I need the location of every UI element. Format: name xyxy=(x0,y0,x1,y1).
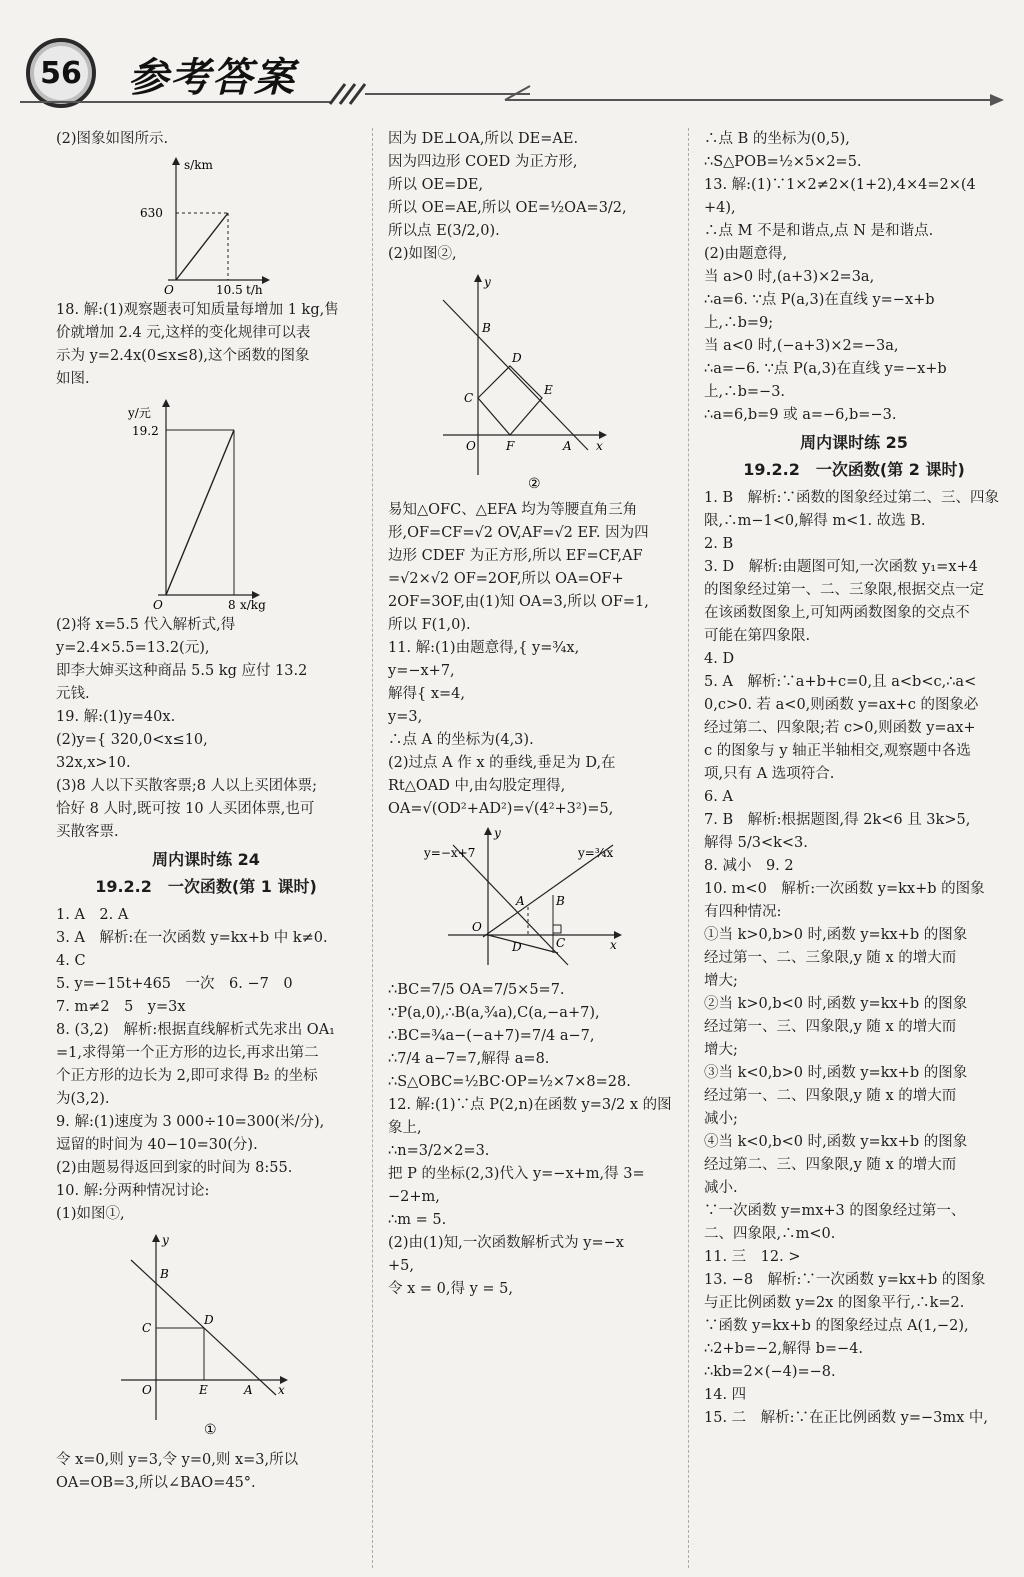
fig2-label-o: O xyxy=(466,439,476,453)
fig1-label-e: E xyxy=(199,1383,208,1397)
col2-block-c xyxy=(388,979,688,1301)
figure-1 xyxy=(56,1230,296,1445)
text-line: 边形 CDEF 为正方形,所以 EF=CF,AF xyxy=(388,548,643,564)
text-line: −2+m, xyxy=(388,1189,440,1205)
text-line: 因为四边形 COED 为正方形, xyxy=(388,154,578,170)
column-1 xyxy=(56,128,356,1495)
text-line: y=3, xyxy=(388,709,423,725)
text-line: 所以 OE=AE,所以 OE=½OA=3/2, xyxy=(388,200,627,216)
text-line: 7. B 解析:根据题图,得 2k<6 且 3k>5, xyxy=(704,812,971,828)
col1-block-e xyxy=(56,1449,356,1495)
text-line: 9. 解:(1)速度为 3 000÷10=300(米/分), xyxy=(56,1114,325,1130)
text-line: 7. m≠2 5 y=3x xyxy=(56,999,186,1015)
text-line: (2)将 x=5.5 代入解析式,得 xyxy=(56,617,236,633)
text-line: 2. B xyxy=(704,536,734,552)
graph1-xlabel: t/h xyxy=(246,283,263,297)
text-line: 买散客票. xyxy=(56,824,119,840)
fig2-label-f: F xyxy=(506,439,515,453)
fig2-label-x: x xyxy=(596,439,603,453)
page-header xyxy=(0,0,1024,120)
text-line: y=−x+7, xyxy=(388,663,455,679)
text-line: 令 x=0,则 y=3,令 y=0,则 x=3,所以 xyxy=(56,1452,299,1468)
text-line: 的图象经过第一、二、三象限,根据交点一定 xyxy=(704,582,985,598)
graph-s-t xyxy=(56,155,263,297)
text-line: 32x,x>10. xyxy=(56,755,131,771)
fig1-label-b: B xyxy=(160,1267,169,1281)
fig3-label-a: A xyxy=(516,894,525,908)
text-line: 2OF=3OF,由(1)知 OA=3,所以 OF=1, xyxy=(388,594,649,610)
text-line: 价就增加 2.4 元,这样的变化规律可以表 xyxy=(56,325,311,341)
text-line: 4. C xyxy=(56,953,86,969)
text-line: 经过第一、三、四象限,y 随 x 的增大而 xyxy=(704,1019,957,1035)
fig3-label-b: B xyxy=(556,894,565,908)
text-line: ∴S△OBC=½BC·OP=½×7×8=28. xyxy=(388,1074,631,1090)
fig3-label-d: D xyxy=(512,940,522,954)
text-line: 所以点 E(3/2,0). xyxy=(388,223,500,239)
text-line: 元钱. xyxy=(56,686,90,702)
text-line: 当 a>0 时,(a+3)×2=3a, xyxy=(704,269,875,285)
fig1-label-o: O xyxy=(142,1383,152,1397)
text-line: (2)由(1)知,一次函数解析式为 y=−x xyxy=(388,1235,624,1251)
text-line: (3)8 人以下买散客票;8 人以上买团体票; xyxy=(56,778,317,794)
graph2-ytick: 19.2 xyxy=(132,424,159,438)
text-line: ②当 k>0,b<0 时,函数 y=kx+b 的图象 xyxy=(704,996,968,1012)
text-line: ∴S△POB=½×5×2=5. xyxy=(704,154,862,170)
col1-block-b xyxy=(56,299,356,391)
text-line: 8. 减小 9. 2 xyxy=(704,858,794,874)
header-title: 参考答案 xyxy=(128,55,296,101)
text-line: 3. D 解析:由题图可知,一次函数 y₁=x+4 xyxy=(704,559,978,575)
text-line: ∴点 M 不是和谐点,点 N 是和谐点. xyxy=(704,223,934,239)
text-line: 所以 F(1,0). xyxy=(388,617,471,633)
text-line: 个正方形的边长为 2,即可求得 B₂ 的坐标 xyxy=(56,1068,318,1084)
col2-block-b xyxy=(388,499,688,821)
subsection-title-2: 19.2.2 一次函数(第 2 课时) xyxy=(743,460,965,479)
fig2-label-d: D xyxy=(512,351,522,365)
fig1-label-x: x xyxy=(278,1383,285,1397)
col1-block-c xyxy=(56,614,356,844)
text-line: 逗留的时间为 40−10=30(分). xyxy=(56,1137,258,1153)
fig2-label-y: y xyxy=(484,275,491,289)
text-line: 11. 解:(1)由题意得,{ y=¾x, xyxy=(388,640,580,656)
text-line: 1. B 解析:∵函数的图象经过第二、三、四象 xyxy=(704,490,999,506)
text-line: 10. 解:分两种情况讨论: xyxy=(56,1183,210,1199)
text-line: 5. y=−15t+465 一次 6. −7 0 xyxy=(56,976,293,992)
text-line: (2)由题意得, xyxy=(704,246,788,262)
text-line: 上,∴b=−3. xyxy=(704,384,786,400)
text-line: c 的图象与 y 轴正半轴相交,观察题中各选 xyxy=(704,743,971,759)
figure-3 xyxy=(388,825,638,975)
text-line: =1,求得第一个正方形的边长,再求出第二 xyxy=(56,1045,319,1061)
text-line: ∴a=6,b=9 或 a=−6,b=−3. xyxy=(704,407,897,423)
text-line: +5, xyxy=(388,1258,414,1274)
text-line: ③当 k<0,b>0 时,函数 y=kx+b 的图象 xyxy=(704,1065,968,1081)
graph2-xtick: 8 xyxy=(228,598,236,612)
text-line: 13. −8 解析:∵一次函数 y=kx+b 的图象 xyxy=(704,1272,986,1288)
text-line: 11. 三 12. > xyxy=(704,1249,801,1265)
text-line: 解得{ x=4, xyxy=(388,686,465,702)
text-line: 形,OF=CF=√2 OV,AF=√2 EF. 因为四 xyxy=(388,525,649,541)
col2-block-a xyxy=(388,128,688,266)
fig1-label-c: C xyxy=(142,1321,152,1335)
text-line: 有四种情况: xyxy=(704,904,782,920)
text-line: 上,∴b=9; xyxy=(704,315,774,331)
text-line: 增大; xyxy=(704,1042,738,1058)
text-line: ∵函数 y=kx+b 的图象经过点 A(1,−2), xyxy=(704,1318,969,1334)
text-line: ∴a=−6. ∵点 P(a,3)在直线 y=−x+b xyxy=(704,361,947,377)
column-divider xyxy=(372,128,373,1568)
fig1-label-y: y xyxy=(162,1233,169,1247)
text-line: 10. m<0 解析:一次函数 y=kx+b 的图象 xyxy=(704,881,985,897)
text-line: 因为 DE⊥OA,所以 DE=AE. xyxy=(388,131,579,147)
text-line: ∴BC=¾a−(−a+7)=7/4 a−7, xyxy=(388,1028,595,1044)
fig3-label-c: C xyxy=(556,936,566,950)
graph2-ylabel: y/元 xyxy=(128,406,151,420)
fig1-caption: ① xyxy=(204,1422,217,1438)
fig2-label-b: B xyxy=(482,321,491,335)
text-line: 1. A 2. A xyxy=(56,907,129,923)
text-line: 6. A xyxy=(704,789,733,805)
col3-block-a xyxy=(704,128,1004,427)
text-line: 与正比例函数 y=2x 的图象平行,∴k=2. xyxy=(704,1295,965,1311)
text-line: OA=√(OD²+AD²)=√(4²+3²)=5, xyxy=(388,801,614,817)
page-number-badge: 56 xyxy=(26,38,96,108)
column-divider xyxy=(688,128,689,1568)
text-line: ∴7/4 a−7=7,解得 a=8. xyxy=(388,1051,550,1067)
graph1-ylabel: s/km xyxy=(184,158,213,172)
text-line: 8. (3,2) 解析:根据直线解析式先求出 OA₁ xyxy=(56,1022,335,1038)
text-line: (2)由题易得返回到家的时间为 8:55. xyxy=(56,1160,293,1176)
text-line: ∴a=6. ∵点 P(a,3)在直线 y=−x+b xyxy=(704,292,935,308)
text-line: 在该函数图象上,可知两函数图象的交点不 xyxy=(704,605,970,621)
text-line: 减小; xyxy=(704,1111,738,1127)
text-line: 经过第一、二、三象限,y 随 x 的增大而 xyxy=(704,950,957,966)
fig3-label-line1: y=−x+7 xyxy=(424,846,476,860)
graph2-xlabel: x/kg xyxy=(240,598,266,612)
text-line: ∴kb=2×(−4)=−8. xyxy=(704,1364,836,1380)
text-line: 14. 四 xyxy=(704,1387,747,1403)
graph1-ytick: 630 xyxy=(140,206,163,220)
text-line: 5. A 解析:∵a+b+c=0,且 a<b<c,∴a< xyxy=(704,674,977,690)
text-line: Rt△OAD 中,由勾股定理得, xyxy=(388,778,566,794)
text-line: 解得 5/3<k<3. xyxy=(704,835,808,851)
fig2-label-a: A xyxy=(563,439,572,453)
fig1-label-d: D xyxy=(204,1313,214,1327)
text-line: 二、四象限,∴m<0. xyxy=(704,1226,836,1242)
col1-block-d xyxy=(56,904,356,1226)
text-line: ∴点 B 的坐标为(0,5), xyxy=(704,131,850,147)
text-line: 减小. xyxy=(704,1180,738,1196)
text-line: ①当 k>0,b>0 时,函数 y=kx+b 的图象 xyxy=(704,927,968,943)
figure-2 xyxy=(388,270,628,495)
fig2-caption: ② xyxy=(528,476,541,492)
col3-block-b xyxy=(704,487,1004,1430)
graph1-xtick: 10.5 xyxy=(216,283,243,297)
text-line: ∴n=3/2×2=3. xyxy=(388,1143,490,1159)
fig3-label-line2: y=¾x xyxy=(578,846,614,860)
fig3-label-o: O xyxy=(472,920,482,934)
text-line: ∴2+b=−2,解得 b=−4. xyxy=(704,1341,864,1357)
fig3-label-x: x xyxy=(610,938,617,952)
text-line: 18. 解:(1)观察题表可知质量每增加 1 kg,售 xyxy=(56,302,339,318)
text-line: OA=OB=3,所以∠BAO=45°. xyxy=(56,1475,256,1491)
text-line: 13. 解:(1)∵1×2≠2×(1+2),4×4=2×(4 xyxy=(704,177,976,193)
text-line: 当 a<0 时,(−a+3)×2=−3a, xyxy=(704,338,899,354)
text-line: (2)图象如图所示. xyxy=(56,131,169,147)
text-line: 4. D xyxy=(704,651,735,667)
fig1-label-a: A xyxy=(244,1383,253,1397)
text-line: (2)y={ 320,0<x≤10, xyxy=(56,732,208,748)
text-line: +4), xyxy=(704,200,736,216)
text-line: 15. 二 解析:∵在正比例函数 y=−3mx 中, xyxy=(704,1410,989,1426)
text-line: 即李大婶买这种商品 5.5 kg 应付 13.2 xyxy=(56,663,308,679)
text-line: 恰好 8 人时,既可按 10 人买团体票,也可 xyxy=(56,801,315,817)
text-line: 可能在第四象限. xyxy=(704,628,811,644)
text-line: 令 x = 0,得 y = 5, xyxy=(388,1281,513,1297)
text-line: 经过第一、二、四象限,y 随 x 的增大而 xyxy=(704,1088,957,1104)
text-line: 3. A 解析:在一次函数 y=kx+b 中 k≠0. xyxy=(56,930,328,946)
section-title-24: 周内课时练 24 xyxy=(152,850,260,869)
text-line: (1)如图①, xyxy=(56,1206,125,1222)
text-line: 经过第二、三、四象限,y 随 x 的增大而 xyxy=(704,1157,957,1173)
column-2 xyxy=(388,128,688,1301)
text-line: (2)过点 A 作 x 的垂线,垂足为 D,在 xyxy=(388,755,616,771)
text-line: ∴点 A 的坐标为(4,3). xyxy=(388,732,534,748)
text-line: 易知△OFC、△EFA 均为等腰直角三角 xyxy=(388,502,638,518)
text-line: 限,∴m−1<0,解得 m<1. 故选 B. xyxy=(704,513,926,529)
text-line: =√2×√2 OF=2OF,所以 OA=OF+ xyxy=(388,571,624,587)
text-line: 经过第二、四象限;若 c>0,则函数 y=ax+ xyxy=(704,720,976,736)
header-arrow-decoration xyxy=(0,0,1024,120)
text-line: ∴m = 5. xyxy=(388,1212,447,1228)
col1-block-a xyxy=(56,128,356,151)
graph1-origin: O xyxy=(164,283,174,297)
text-line: 示为 y=2.4x(0≤x≤8),这个函数的图象 xyxy=(56,348,310,364)
text-line: 0,c>0. 若 a<0,则函数 y=ax+c 的图象必 xyxy=(704,697,979,713)
text-line: 项,只有 A 选项符合. xyxy=(704,766,835,782)
text-line: (2)如图②, xyxy=(388,246,457,262)
text-line: y=2.4×5.5=13.2(元), xyxy=(56,640,210,656)
fig2-label-c: C xyxy=(464,391,474,405)
fig2-label-e: E xyxy=(544,383,553,397)
section-title-25: 周内课时练 25 xyxy=(800,433,908,452)
graph2-origin: O xyxy=(153,598,163,612)
text-line: ∵P(a,0),∴B(a,¾a),C(a,−a+7), xyxy=(388,1005,600,1021)
column-3 xyxy=(704,128,1004,1430)
text-line: 19. 解:(1)y=40x. xyxy=(56,709,176,725)
text-line: ④当 k<0,b<0 时,函数 y=kx+b 的图象 xyxy=(704,1134,968,1150)
subsection-title-1: 19.2.2 一次函数(第 1 课时) xyxy=(95,877,317,896)
text-line: 把 P 的坐标(2,3)代入 y=−x+m,得 3= xyxy=(388,1166,645,1182)
text-line: 增大; xyxy=(704,973,738,989)
graph-y-x xyxy=(56,395,276,610)
text-line: ∵一次函数 y=mx+3 的图象经过第一、 xyxy=(704,1203,966,1219)
text-line: 12. 解:(1)∵点 P(2,n)在函数 y=3/2 x 的图 xyxy=(388,1097,672,1113)
text-line: 为(3,2). xyxy=(56,1091,110,1107)
text-line: 所以 OE=DE, xyxy=(388,177,484,193)
text-line: ∴BC=7/5 OA=7/5×5=7. xyxy=(388,982,565,998)
text-line: 象上, xyxy=(388,1120,422,1136)
text-line: 如图. xyxy=(56,371,90,387)
fig3-label-y: y xyxy=(494,826,501,840)
